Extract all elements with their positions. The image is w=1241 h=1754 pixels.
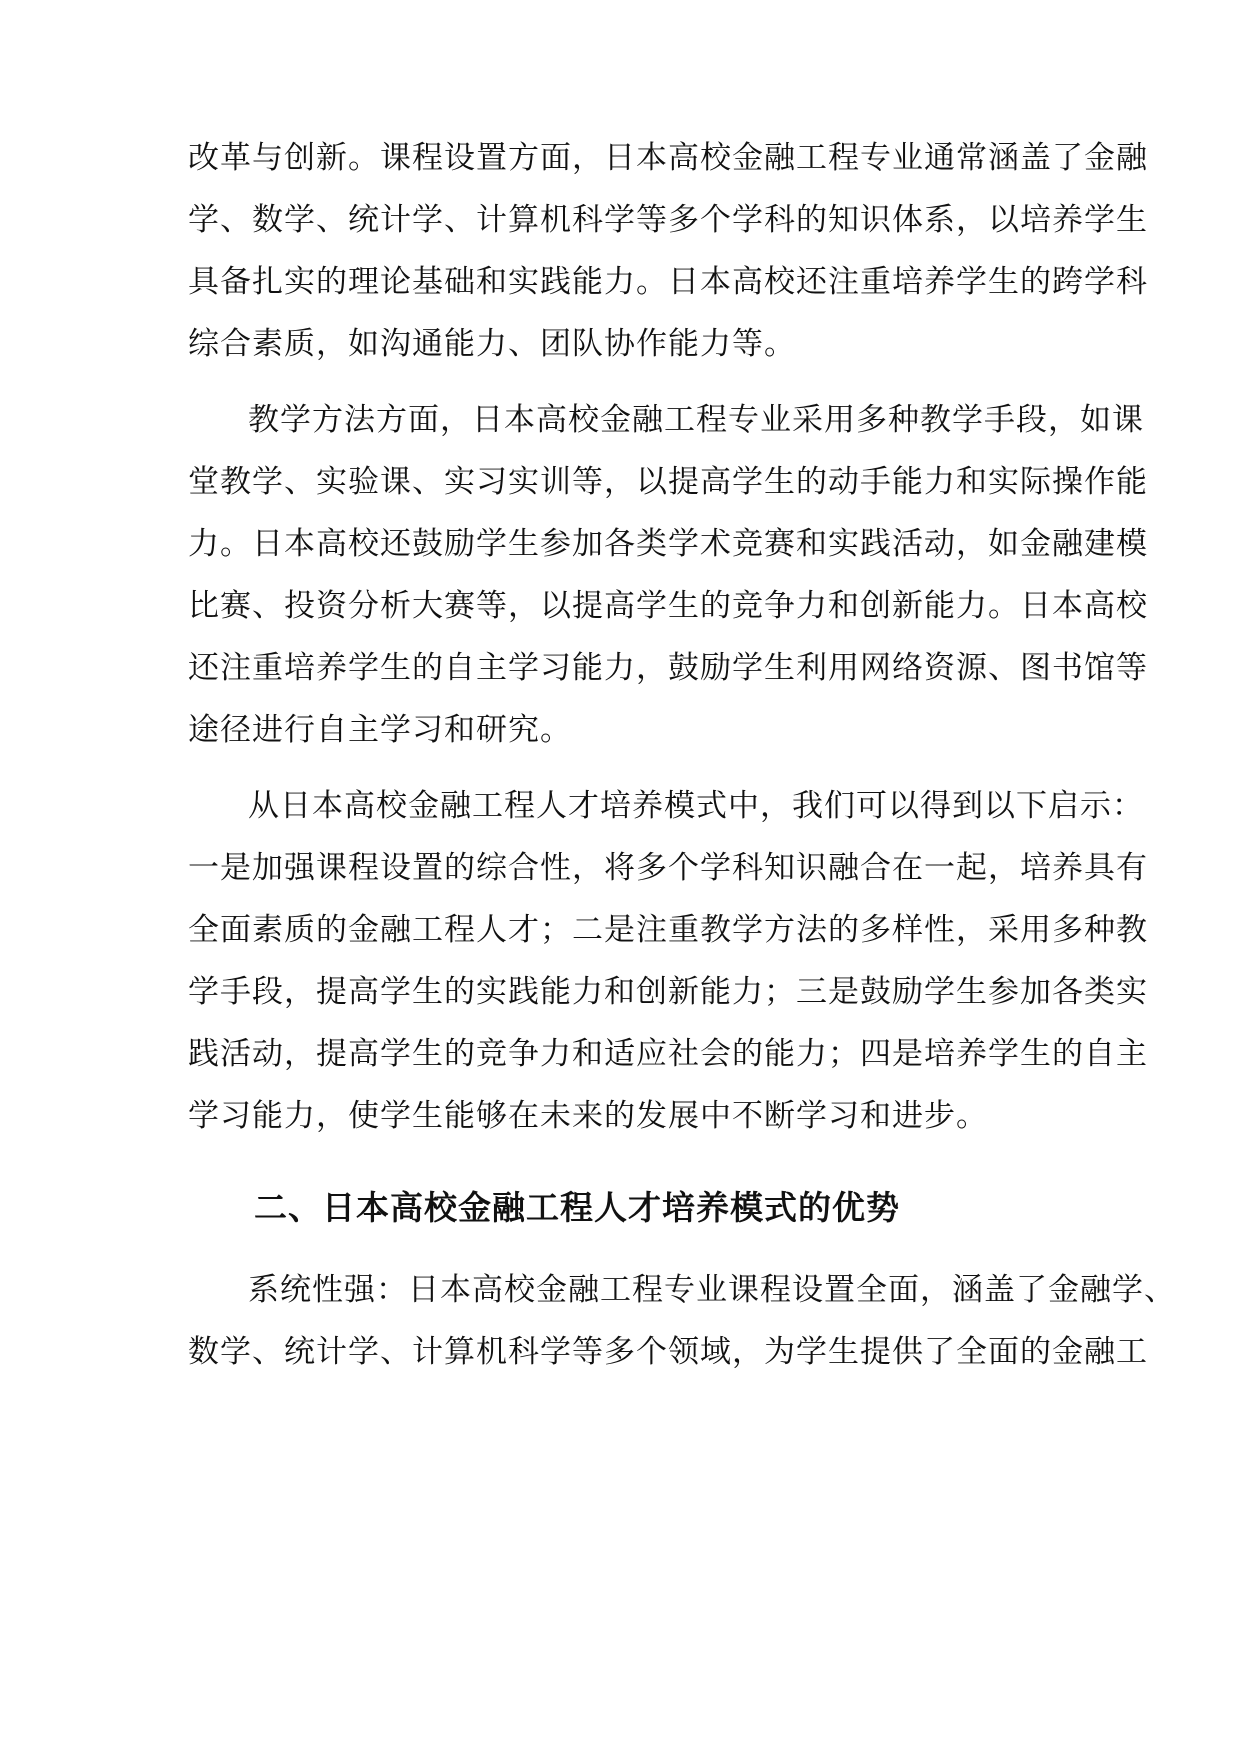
paragraph-4-line-2: 数学、统计学、计算机科学等多个领域，为学生提供了全面的金融工 [188,1334,1148,1370]
paragraph-1-line-2: 学、数学、统计学、计算机科学等多个学科的知识体系，以培养学生 [188,202,1148,238]
paragraph-4-line-1: 系统性强：日本高校金融工程专业课程设置全面，涵盖了金融学、 [248,1272,1176,1308]
paragraph-2-line-1: 教学方法方面，日本高校金融工程专业采用多种教学手段，如课 [248,402,1144,438]
paragraph-2-line-2: 堂教学、实验课、实习实训等，以提高学生的动手能力和实际操作能 [188,464,1148,500]
paragraph-3-line-3: 全面素质的金融工程人才；二是注重教学方法的多样性，采用多种教 [188,912,1148,948]
paragraph-1-line-4: 综合素质，如沟通能力、团队协作能力等。 [188,326,796,362]
paragraph-3-line-6: 学习能力，使学生能够在未来的发展中不断学习和进步。 [188,1098,988,1134]
paragraph-2-line-5: 还注重培养学生的自主学习能力，鼓励学生利用网络资源、图书馆等 [188,650,1148,686]
paragraph-2-line-6: 途径进行自主学习和研究。 [188,712,572,748]
paragraph-1-line-1: 改革与创新。课程设置方面，日本高校金融工程专业通常涵盖了金融 [188,140,1148,176]
paragraph-1-line-3: 具备扎实的理论基础和实践能力。日本高校还注重培养学生的跨学科 [188,264,1148,300]
paragraph-3-line-1: 从日本高校金融工程人才培养模式中，我们可以得到以下启示： [248,788,1144,824]
section-heading: 二、日本高校金融工程人才培养模式的优势 [254,1188,900,1227]
paragraph-2-line-4: 比赛、投资分析大赛等，以提高学生的竞争力和创新能力。日本高校 [188,588,1148,624]
paragraph-2-line-3: 力。日本高校还鼓励学生参加各类学术竞赛和实践活动，如金融建模 [188,526,1148,562]
paragraph-3-line-5: 践活动，提高学生的竞争力和适应社会的能力；四是培养学生的自主 [188,1036,1148,1072]
paragraph-3-line-2: 一是加强课程设置的综合性，将多个学科知识融合在一起，培养具有 [188,850,1148,886]
paragraph-3-line-4: 学手段，提高学生的实践能力和创新能力；三是鼓励学生参加各类实 [188,974,1148,1010]
